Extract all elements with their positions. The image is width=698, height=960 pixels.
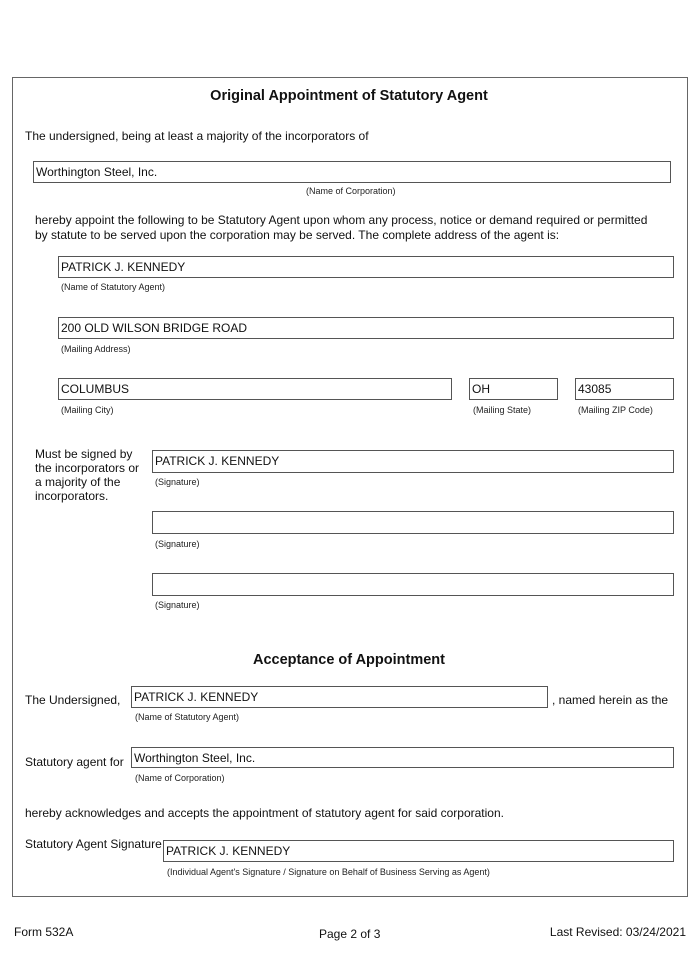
agent-signature-caption: (Individual Agent's Signature / Signature on Behalf of Business Serving as Agent) xyxy=(167,867,490,877)
signature-note: Must be signed by the incorporators or a majority of the incorporators. xyxy=(35,447,140,503)
intro-text: The undersigned, being at least a majority of the incorporators of xyxy=(25,129,369,143)
mailing-zip-caption: (Mailing ZIP Code) xyxy=(578,405,653,415)
signature-field-3[interactable] xyxy=(152,573,674,596)
statutory-for-label: Statutory agent for xyxy=(25,755,124,769)
mailing-city-caption: (Mailing City) xyxy=(61,405,114,415)
mailing-address-field[interactable]: 200 OLD WILSON BRIDGE ROAD xyxy=(58,317,674,339)
signature-field-1[interactable]: PATRICK J. KENNEDY xyxy=(152,450,674,473)
agent-name-caption: (Name of Statutory Agent) xyxy=(61,282,166,292)
acceptance-title: Acceptance of Appointment xyxy=(252,652,445,668)
acknowledge-text: hereby acknowledges and accepts the appointment of statutory agent for said corporation. xyxy=(25,806,504,820)
mailing-state-field[interactable]: OH xyxy=(469,378,558,400)
acceptance-agent-caption: (Name of Statutory Agent) xyxy=(135,712,240,722)
form-number: Form 532A xyxy=(14,925,74,939)
signature-caption-3: (Signature) xyxy=(155,600,200,610)
corporation-name-field[interactable]: Worthington Steel, Inc. xyxy=(33,161,671,183)
form-title: Original Appointment of Statutory Agent xyxy=(210,88,488,104)
agent-name-field[interactable]: PATRICK J. KENNEDY xyxy=(58,256,674,278)
signature-caption-2: (Signature) xyxy=(155,539,200,549)
page-number: Page 2 of 3 xyxy=(319,927,381,941)
acceptance-corporation-field[interactable]: Worthington Steel, Inc. xyxy=(131,747,674,768)
undersigned-label: The Undersigned, xyxy=(25,693,121,707)
mailing-address-caption: (Mailing Address) xyxy=(61,344,131,354)
signature-caption-1: (Signature) xyxy=(155,477,200,487)
mailing-city-field[interactable]: COLUMBUS xyxy=(58,378,452,400)
mailing-zip-field[interactable]: 43085 xyxy=(575,378,674,400)
appoint-text: hereby appoint the following to be Statutory Agent upon whom any process, notice or demand required or permitted by statute to be served upon the corporation may be served. The complete address of the agent is: xyxy=(35,213,648,242)
signature-field-2[interactable] xyxy=(152,511,674,534)
acceptance-agent-name-field[interactable]: PATRICK J. KENNEDY xyxy=(131,686,548,708)
last-revised: Last Revised: 03/24/2021 xyxy=(549,925,686,939)
mailing-state-caption: (Mailing State) xyxy=(473,405,532,415)
named-herein-text: , named herein as the xyxy=(552,693,669,707)
acceptance-corporation-caption: (Name of Corporation) xyxy=(135,773,225,783)
agent-signature-field[interactable]: PATRICK J. KENNEDY xyxy=(163,840,674,862)
agent-signature-label: Statutory Agent Signature xyxy=(25,837,162,851)
corporation-caption: (Name of Corporation) xyxy=(306,186,396,196)
